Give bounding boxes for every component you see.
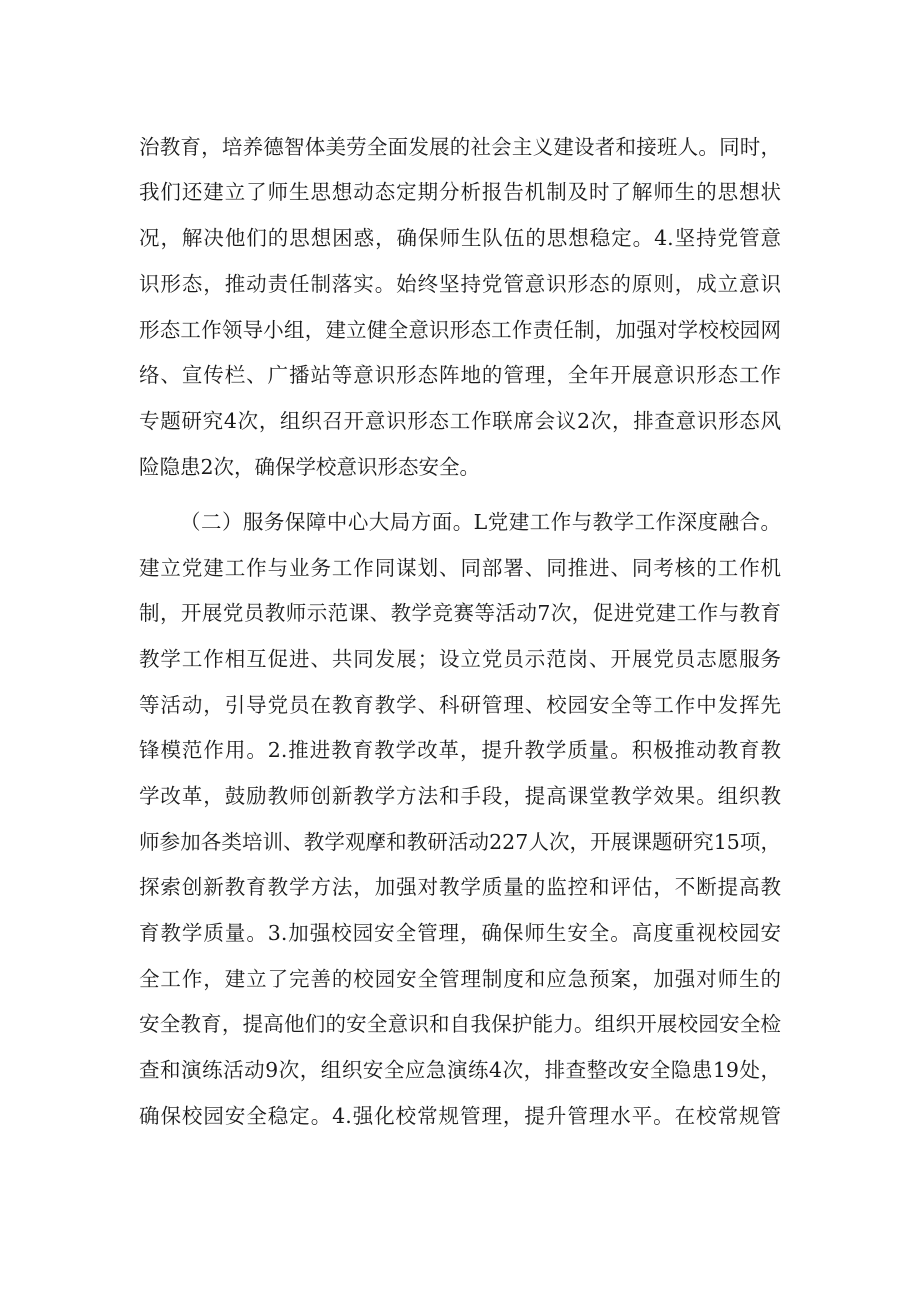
text-line-22: 确保校园安全稳定。4.强化校常规管理，提升管理水平。在校常规管 [139, 1104, 781, 1128]
text-line-2: 我们还建立了师生思想动态定期分析报告机制及时了解师生的思想状 [139, 180, 781, 204]
text-line-13: 等活动，引导党员在教育教学、科研管理、校园安全等工作中发挥先 [139, 693, 781, 717]
text-line-18: 育教学质量。3.加强校园安全管理，确保师生安全。高度重视校园安 [139, 921, 781, 945]
text-line-7: 专题研究4次，组织召开意识形态工作联席会议2次，排查意识形态风 [139, 409, 781, 433]
text-line-6: 络、宣传栏、广播站等意识形态阵地的管理，全年开展意识形态工作 [139, 363, 781, 387]
text-line-20: 安全教育，提高他们的安全意识和自我保护能力。组织开展校园安全检 [139, 1012, 781, 1036]
text-line-12: 教学工作相互促进、共同发展；设立党员示范岗、开展党员志愿服务 [139, 647, 781, 671]
text-line-11: 制，开展党员教师示范课、教学竞赛等活动7次，促进党建工作与教育 [139, 601, 781, 625]
text-line-17: 探索创新教育教学方法，加强对教学质量的监控和评估，不断提高教 [139, 875, 781, 899]
text-line-19: 全工作，建立了完善的校园安全管理制度和应急预案，加强对师生的 [139, 967, 781, 991]
text-line-1: 治教育，培养德智体美劳全面发展的社会主义建设者和接班人。同时， [139, 135, 781, 159]
text-line-15: 学改革，鼓励教师创新教学方法和手段，提高课堂教学效果。组织教 [139, 784, 781, 808]
text-line-21: 查和演练活动9次，组织安全应急演练4次，排查整改安全隐患19处， [139, 1058, 781, 1082]
text-line-10: 建立党建工作与业务工作同谋划、同部署、同推进、同考核的工作机 [139, 556, 781, 580]
text-line-4: 识形态，推动责任制落实。始终坚持党管意识形态的原则，成立意识 [139, 272, 781, 296]
section-heading-line: （二）服务保障中心大局方面。L党建工作与教学工作深度融合。 [180, 510, 781, 534]
text-line-3: 况，解决他们的思想困惑，确保师生队伍的思想稳定。4.坚持党管意 [139, 226, 781, 250]
text-line-14: 锋模范作用。2.推进教育教学改革，提升教学质量。积极推动教育教 [139, 738, 781, 762]
text-line-5: 形态工作领导小组，建立健全意识形态工作责任制，加强对学校校园网 [139, 318, 781, 342]
text-line-8: 险隐患2次，确保学校意识形态安全。 [139, 455, 481, 479]
text-line-16: 师参加各类培训、教学观摩和教研活动227人次，开展课题研究15项， [139, 830, 781, 854]
